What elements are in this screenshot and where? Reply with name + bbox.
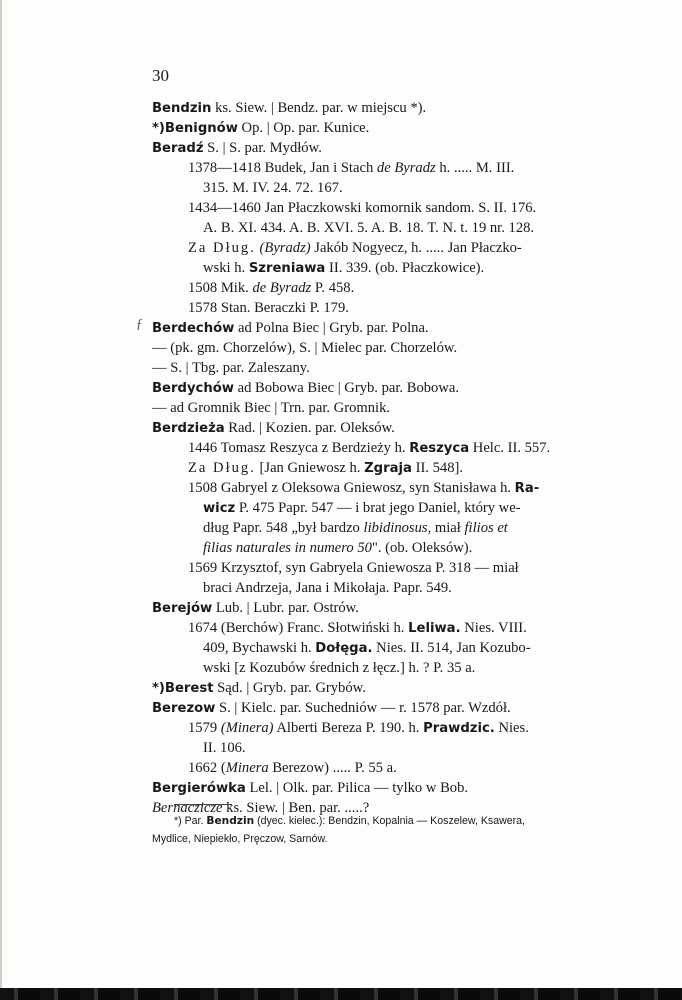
entry-subline xyxy=(188,458,463,479)
entry-subline xyxy=(188,298,349,318)
entry-text: Nies. II. 514, Jan Kozubo- xyxy=(372,640,531,656)
page-number: 30 xyxy=(152,66,169,85)
entry-text: Sąd. | Gryb. par. Grybów. xyxy=(213,680,366,696)
entry-text: S. | S. par. Mydłów. xyxy=(203,140,322,156)
entry-text: Za Dług. xyxy=(188,460,256,476)
entry-headword: Bergierówka xyxy=(152,781,246,796)
entry-subline xyxy=(203,178,343,198)
entry-text: P. 458. xyxy=(311,280,355,296)
coat-of-arms-name: Dołęga. xyxy=(315,641,373,656)
entry-text: (dyec. kielec.): Bendzin, Kopalnia — Koszelew, Ksawera, xyxy=(254,815,525,827)
margin-mark: ƒ xyxy=(136,317,143,332)
entry-headword: Bendzin xyxy=(152,101,212,116)
entry-text: S. | Kielc. par. Suchedniów — r. 1578 par. Wzdół. xyxy=(215,700,511,716)
entry-text: h. ..... M. III. xyxy=(435,160,515,176)
entry-text: P. 475 Papr. 547 — i brat jego Daniel, który we- xyxy=(235,500,521,516)
entry-subline xyxy=(188,238,522,258)
entry-text: 1434—1460 Jan Płaczkowski komornik sandom. S. II. 176. xyxy=(188,200,537,216)
entry-text: ks. Siew. | Ben. par. .....? xyxy=(222,800,370,816)
entry-line xyxy=(152,118,369,139)
entry-line xyxy=(152,698,511,719)
entry-text: 1508 Mik. xyxy=(188,280,253,296)
entry-text: 1674 (Berchów) Franc. Słotwiński h. xyxy=(188,620,409,636)
entry-text: 409, Bychawski h. xyxy=(203,640,316,656)
entry-subline xyxy=(188,438,550,459)
entry-text: — (pk. gm. Chorzelów), S. | Mielec par. Chorzelów. xyxy=(152,340,458,356)
entry-text: Alberti Bereza P. 190. h. xyxy=(273,720,424,736)
entry-headword: Beradź xyxy=(152,141,204,156)
entry-text: ad Polna Biec | Gryb. par. Polna. xyxy=(234,320,429,336)
entry-text: 1662 ( xyxy=(188,760,226,776)
entry-text: ks. Siew. | Bendz. par. w miejscu *). xyxy=(211,100,427,116)
entry-subline xyxy=(188,198,536,218)
entry-subline xyxy=(203,258,484,279)
entry-subline xyxy=(203,658,475,678)
entry-line xyxy=(152,98,426,119)
entry-text: 1446 Tomasz Reszyca z Berdzieży h. xyxy=(188,440,410,456)
footnote-line xyxy=(152,830,327,848)
entry-text: ". (ob. Oleksów). xyxy=(371,540,473,556)
entry-line xyxy=(152,398,390,418)
entry-text: Nies. VIII. xyxy=(460,620,527,636)
entry-text: Op. | Op. par. Kunice. xyxy=(237,120,370,136)
entry-text: Za Dług. xyxy=(188,240,256,256)
footnote-line xyxy=(174,812,525,830)
entry-text: filios et xyxy=(464,520,508,536)
entry-text: libidinosus, xyxy=(363,520,432,536)
entry-line xyxy=(152,598,359,619)
entry-headword: Berdychów xyxy=(152,381,234,396)
entry-line xyxy=(152,138,322,159)
footnote-rule xyxy=(174,804,232,805)
entry-subline xyxy=(188,758,397,778)
coat-of-arms-name: wicz xyxy=(203,501,236,516)
entry-text: Minera xyxy=(225,760,269,776)
entry-text: 1378—1418 Budek, Jan i Stach xyxy=(188,160,377,176)
coat-of-arms-name: Prawdzic. xyxy=(423,721,495,736)
entry-text: braci Andrzeja, Jana i Mikołaja. Papr. 549. xyxy=(203,580,452,596)
entry-line xyxy=(152,358,310,378)
entry-subline xyxy=(188,278,354,298)
entry-subline xyxy=(203,218,534,238)
entry-text: 1578 Stan. Beraczki P. 179. xyxy=(188,300,349,316)
entry-subline xyxy=(203,538,472,558)
entry-text: — ad Gromnik Biec | Trn. par. Gromnik. xyxy=(152,400,391,416)
entry-line xyxy=(152,778,468,799)
entry-text: dług Papr. 548 „był bardzo xyxy=(203,520,364,536)
scan-bottom-edge xyxy=(0,988,682,1000)
entry-text: Bernaczicze xyxy=(152,800,223,816)
entry-subline xyxy=(203,638,531,659)
entry-subline xyxy=(188,718,529,739)
entry-text: wski [z Kozubów średnich z łęcz.] h. ? P. 35 a. xyxy=(203,660,476,676)
entry-text: A. B. XI. 434. A. B. XVI. 5. A. B. 18. T. N. t. 19 nr. 128. xyxy=(203,220,535,236)
entry-text: (Byradz) xyxy=(259,240,311,256)
entry-text: Nies. xyxy=(494,720,529,736)
entry-line xyxy=(152,318,429,339)
entry-line xyxy=(152,378,459,399)
entry-text: II. 548]. xyxy=(411,460,464,476)
coat-of-arms-name: Zgraja xyxy=(364,461,412,476)
entry-line xyxy=(152,338,457,358)
entry-text: Rad. | Kozien. par. Oleksów. xyxy=(224,420,395,436)
coat-of-arms-name: Reszyca xyxy=(409,441,470,456)
entry-subline xyxy=(203,578,452,598)
entry-text: Lub. | Lubr. par. Ostrów. xyxy=(212,600,359,616)
coat-of-arms-name: Ra- xyxy=(514,481,540,496)
entry-headword: *)Benignów xyxy=(152,121,238,136)
coat-of-arms-name: Leliwa. xyxy=(408,621,461,636)
entry-subline xyxy=(203,518,508,538)
entry-headword: *)Berest xyxy=(152,681,214,696)
coat-of-arms-name: Szreniawa xyxy=(248,261,326,276)
entry-text: 1508 Gabryel z Oleksowa Gniewosz, syn Stanisława h. xyxy=(188,480,515,496)
entry-text: filias naturales in numero 50 xyxy=(203,540,372,556)
entry-headword: Berejów xyxy=(152,601,213,616)
entry-headword: Berdzieża xyxy=(152,421,225,436)
entry-text: ad Bobowa Biec | Gryb. par. Bobowa. xyxy=(233,380,460,396)
entry-text: Berezow) ..... P. 55 a. xyxy=(268,760,397,776)
entry-text: Lel. | Olk. par. Pilica — tylko w Bob. xyxy=(245,780,469,796)
entry-subline xyxy=(188,478,539,499)
entry-text: [Jan Gniewosz h. xyxy=(255,460,365,476)
entry-text: miał xyxy=(431,520,465,536)
entry-text: II. 339. (ob. Płaczkowice). xyxy=(325,260,485,276)
entry-subline xyxy=(188,558,519,578)
entry-text: — S. | Tbg. par. Zaleszany. xyxy=(152,360,310,376)
entry-text: Mydlice, Niepiekło, Pręczow, Sarnów. xyxy=(152,833,328,845)
entry-text: (Minera) xyxy=(220,720,274,736)
entry-headword: Berdechów xyxy=(152,321,235,336)
entry-subline xyxy=(188,158,514,178)
entry-text: wski h. xyxy=(203,260,249,276)
entry-text: de Byradz xyxy=(376,160,436,176)
entry-headword: Berezow xyxy=(152,701,216,716)
entry-text: 1579 xyxy=(188,720,221,736)
entry-subline xyxy=(203,738,246,758)
entry-text: 315. M. IV. 24. 72. 167. xyxy=(203,180,343,196)
entry-text: 1569 Krzysztof, syn Gabryela Gniewosza P. 318 — miał xyxy=(188,560,519,576)
entry-text: *) Par. xyxy=(174,815,207,827)
entry-subline xyxy=(188,618,527,639)
entry-text: II. 106. xyxy=(203,740,246,756)
coat-of-arms-name: Bendzin xyxy=(206,815,255,827)
entry-text: de Byradz xyxy=(252,280,312,296)
entry-text: Helc. II. 557. xyxy=(469,440,551,456)
entry-text: Jakób Nogyecz, h. ..... Jan Płaczko- xyxy=(310,240,522,256)
entry-line xyxy=(152,678,366,699)
entry-line xyxy=(152,418,395,439)
entry-subline xyxy=(203,498,521,519)
